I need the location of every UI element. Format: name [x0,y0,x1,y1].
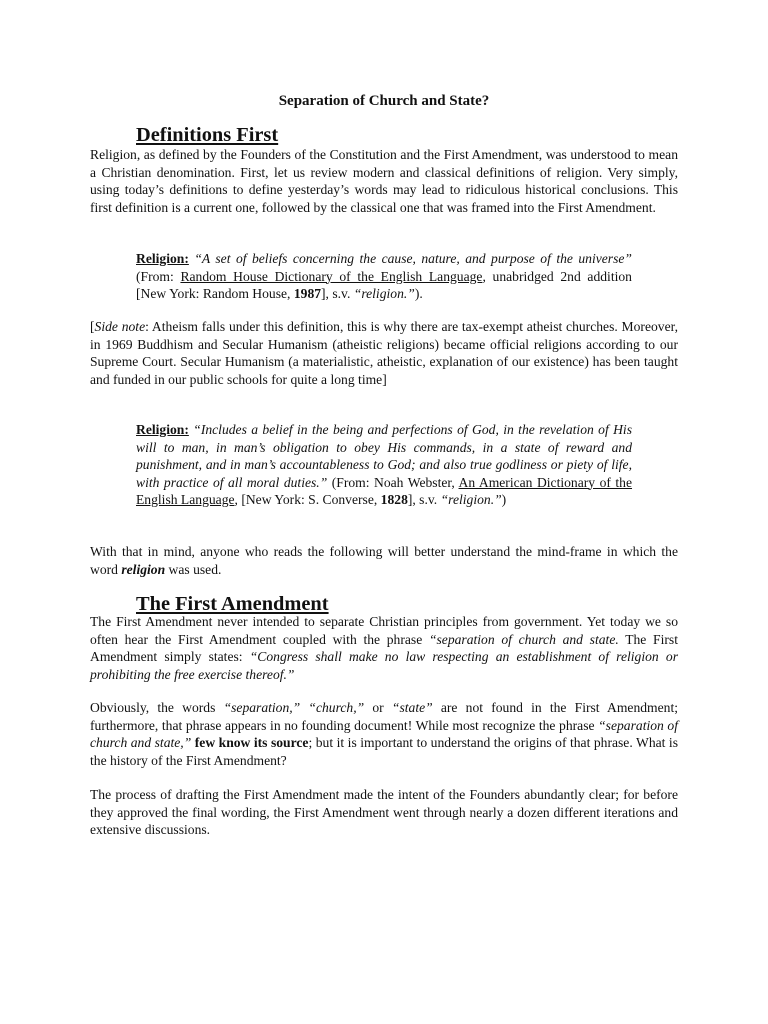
citation-year: 1828 [380,492,408,507]
emphasized-word: religion [121,561,166,577]
obviously-paragraph [90,699,678,769]
body-text: ; but it is important to understand the origins of that phrase. What is the history of the First Amendment? [90,735,678,768]
body-text: The First Amendment never intended to separate Christian principles from government. Yet today we so often hear the First Amendment coupled with the phrase [90,614,678,647]
page-title: Separation of Church and State? [278,93,490,109]
mindframe-paragraph [90,543,678,578]
quoted-word: “state” [391,700,433,715]
quoted-phrase: “separation of church and state,” [90,717,679,750]
body-text: was used. [165,561,222,577]
body-text: or [364,700,392,715]
citation-text: ], s.v. [407,492,441,507]
first-amendment-heading: The First Amendment [136,593,329,615]
quoted-words: “separation,” “church,” [223,700,365,715]
citation-title: An American Dictionary of the English Language [136,474,633,507]
side-note-paragraph [90,318,678,388]
definition-quote: “Includes a belief in the being and perfections of God, in the revelation of His will to man, in man’s obligation to obey His commands, in a state of reward and punishment, and in man’s accountableness to God; and also true godliness or piety of life, with practice of all moral duties.” [136,422,633,490]
body-text: are not found in the First Amendment; furthermore, that phrase appears in no founding document! While most recognize the phrase [90,700,678,733]
citation-year: 1987 [293,286,322,301]
side-note-label: Side note [94,319,146,334]
quoted-phrase: “separation of church and state. [428,631,619,647]
citation-text: ). [414,286,423,301]
citation-word: “religion.” [440,492,502,507]
citation-text: ) [501,492,507,507]
definition-modern [136,250,632,303]
process-paragraph: The process of drafting the First Amendment made the intent of the Founders abundantly clear; for before they approved the final wording, the First Amendment went through nearly a dozen different iterations and extensive discussions. [90,787,678,837]
citation-text: (From: Noah Webster, [327,474,459,490]
citation-text: , unabridged 2nd addition [New York: Random House, [136,268,632,301]
bracket: [ [90,319,95,334]
body-text: Obviously, the words [90,700,224,715]
definition-term: Religion: [136,251,189,266]
definition-classical [136,421,632,509]
side-note-text: : Atheism falls under this definition, this is why there are tax-exempt atheist churches. Moreover, in 1969 Buddhism and Secular Humanism (atheistic religions) became official religions according to our Supreme Court. Secular Humanism (a materialistic, atheistic, explanation of our existence) has been taught and funded in our public schools for quite a long time] [90,319,678,387]
body-text: With that in mind, anyone who reads the following will better understand the mind-frame in which the word [90,544,678,577]
body-text: The First Amendment simply states: [90,631,678,664]
intro-paragraph: Religion, as defined by the Founders of the Constitution and the First Amendment, was understood to mean a Christian denomination. First, let us review modern and classical definitions of religion. Very simply, using today’s definitions to define yesterday’s words may lead to ridiculous historical conclusions. This first definition is a current one, followed by the classical one that was framed into the First Amendment. [90,147,678,215]
amendment-quote: “Congress shall make no law respecting an establishment of religion or prohibiting the free exercise thereof.” [90,649,678,682]
citation-text: (From: [136,268,181,284]
citation-word: “religion.” [353,286,415,301]
citation-text: ], s.v. [321,286,354,301]
bold-phrase: few know its source [191,735,309,750]
definition-term: Religion: [136,422,189,437]
definition-quote: “A set of beliefs concerning the cause, nature, and purpose of the universe” [194,251,632,266]
definitions-heading: Definitions First [136,124,279,146]
first-amendment-paragraph [90,613,678,683]
citation-text: , [New York: S. Converse, [234,492,381,507]
citation-title: Random House Dictionary of the English Language [180,268,483,284]
